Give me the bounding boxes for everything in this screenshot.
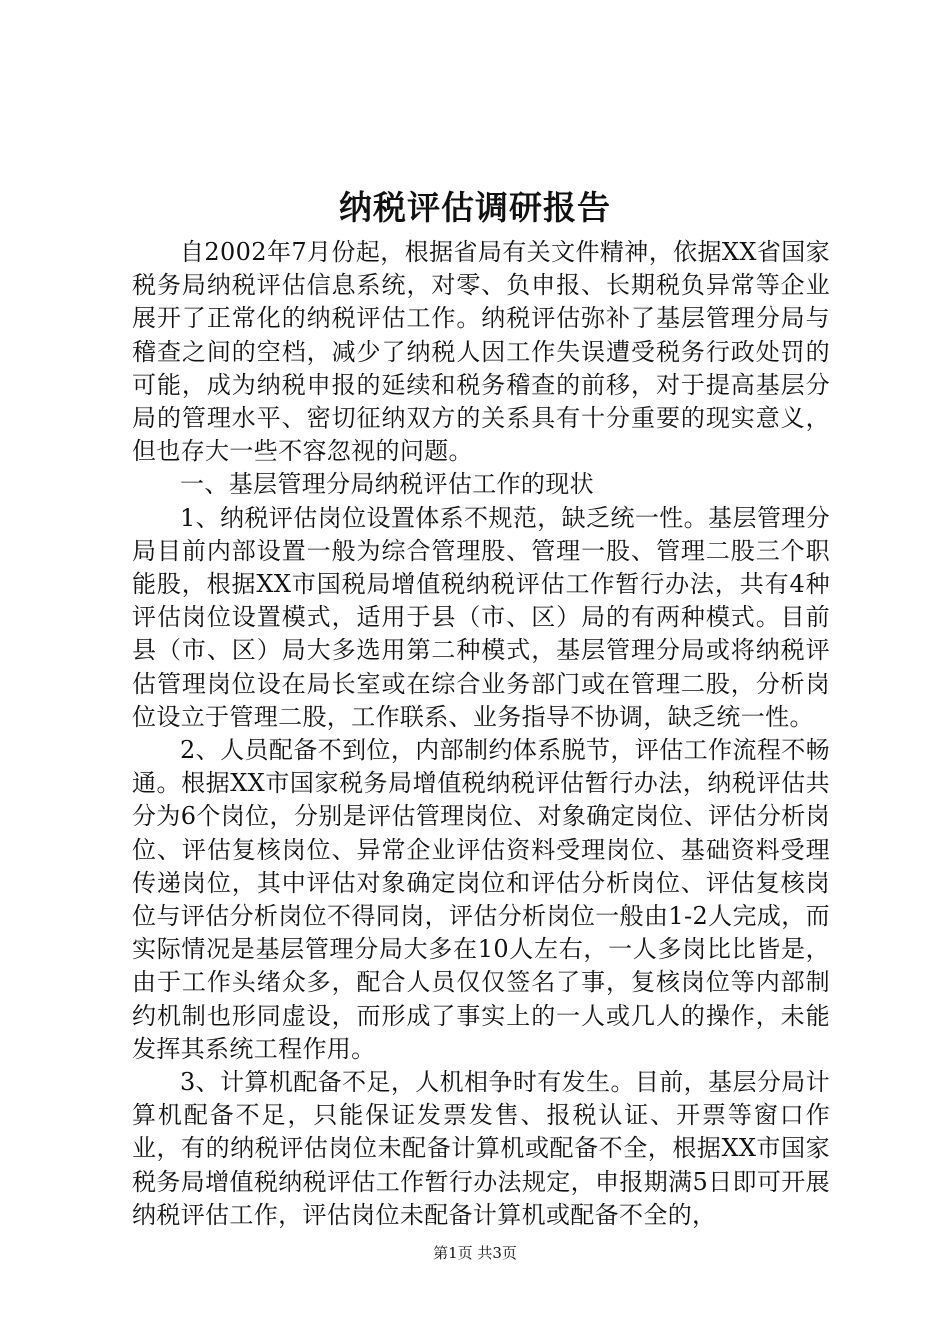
paragraph-item-2: 2、人员配备不到位，内部制约体系脱节，评估工作流程不畅通。根据XX市国家税务局增值税纳税评估暂行办法，纳税评估共分为6个岗位，分别是评估管理岗位、对象确定岗位、评估分析岗位、评估复核岗位、异常企业评估资料受理岗位、基础资料受理传递岗位，其中评估对象确定岗位和评估分析岗位、评估复核岗位与评估分析岗位不得同岗，评估分析岗位一般由1-2人完成，而实际情况是基层管理分局大多在10人左右，一人多岗比比皆是，由于工作头绪众多，配合人员仅仅签名了事，复核岗位等内部制约机制也形同虚设，而形成了事实上的一人或几人的操作，未能发挥其系统工程作用。	[132, 736, 830, 1063]
paragraph-item-3: 3、计算机配备不足，人机相争时有发生。目前，基层分局计算机配备不足，只能保证发票发售、报税认证、开票等窗口作业，有的纳税评估岗位未配备计算机或配备不全，根据XX市国家税务局增值税纳税评估工作暂行办法规定，申报期满5日即可开展纳税评估工作，评估岗位未配备计算机或配备不全的，	[132, 1068, 830, 1229]
section-heading-status: 一、基层管理分局纳税评估工作的现状	[180, 470, 594, 499]
paragraph-intro: 自2002年7月份起，根据省局有关文件精神，依据XX省国家税务局纳税评估信息系统，对零、负申报、长期税负异常等企业展开了正常化的纳税评估工作。纳税评估弥补了基层管理分局与稽查之间的空档，减少了纳税人因工作失误遭受税务行政处罚的可能，成为纳税申报的延续和税务稽查的前移，对于提高基层分局的管理水平、密切征纳双方的关系具有十分重要的现实意义，但也存大一些不容忽视的问题。	[132, 238, 830, 466]
document-body	[132, 236, 830, 1232]
paragraph-item-1: 1、纳税评估岗位设置体系不规范，缺乏统一性。基层管理分局目前内部设置一般为综合管理股、管理一股、管理二股三个职能股，根据XX市国税局增值税纳税评估工作暂行办法，共有4种评估岗位设置模式，适用于县（市、区）局的有两种模式。目前县（市、区）局大多选用第二种模式，基层管理分局或将纳税评估管理岗位设在局长室或在综合业务部门或在管理二股，分析岗位设立于管理二股，工作联系、业务指导不协调，缺乏统一性。	[132, 503, 830, 731]
document-title: 纳税评估调研报告	[339, 188, 611, 227]
page-footer: 第1页 共3页	[433, 1244, 517, 1262]
